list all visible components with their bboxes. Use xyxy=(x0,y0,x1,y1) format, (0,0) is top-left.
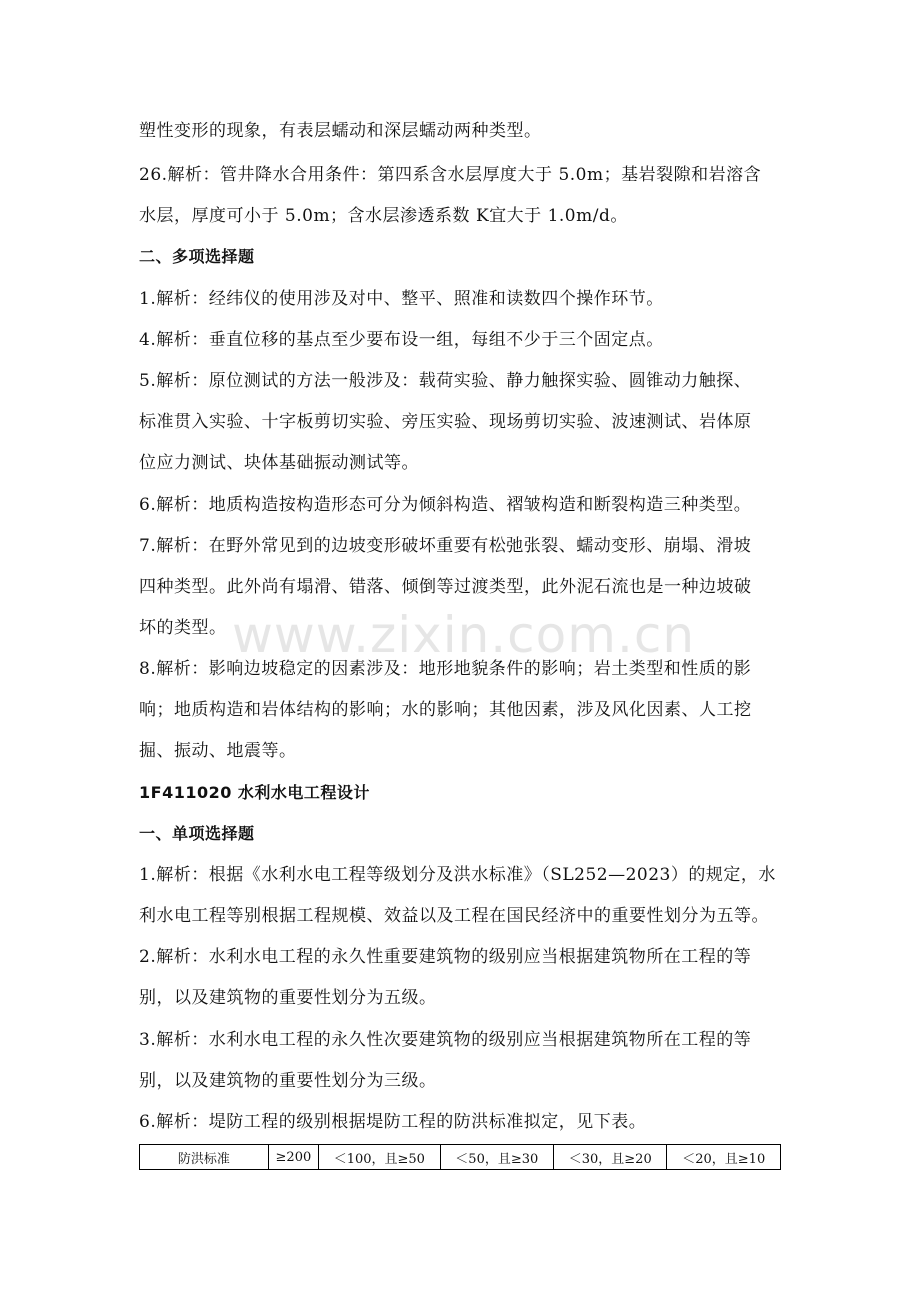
text-line: 掘、振动、地震等。 xyxy=(139,741,297,761)
text-line: 5.解析：原位测试的方法一般涉及：载荷实验、静力触探实验、圆锥动力触探、 xyxy=(139,371,752,391)
text-line: 响；地质构造和岩体结构的影响；水的影响；其他因素，涉及风化因素、人工挖 xyxy=(139,700,752,720)
text-line: 2.解析：水利水电工程的永久性重要建筑物的级别应当根据建筑物所在工程的等 xyxy=(139,947,752,967)
text-line: 塑性变形的现象，有表层蠕动和深层蠕动两种类型。 xyxy=(139,121,542,141)
table-cell: ＜50，且≥30 xyxy=(440,1145,553,1170)
text-line: 水层，厚度可小于 5.0m；含水层渗透系数 K宜大于 1.0m/d。 xyxy=(139,206,628,226)
watermark: www.zixin.com.cn xyxy=(232,606,696,664)
text-line: 位应力测试、块体基础振动测试等。 xyxy=(139,453,419,473)
text-line: 四种类型。此外尚有塌滑、错落、倾倒等过渡类型，此外泥石流也是一种边坡破 xyxy=(139,577,752,597)
section-heading: 一、单项选择题 xyxy=(139,824,255,843)
text-line: 4.解析：垂直位移的基点至少要布设一组，每组不少于三个固定点。 xyxy=(139,330,664,350)
text-line: 1.解析：经纬仪的使用涉及对中、整平、照准和读数四个操作环节。 xyxy=(139,289,664,309)
text-line: 26.解析：管井降水合用条件：第四系含水层厚度大于 5.0m；基岩裂隙和岩溶含 xyxy=(139,165,762,185)
text-line: 别，以及建筑物的重要性划分为五级。 xyxy=(139,988,437,1008)
text-line: 7.解析：在野外常见到的边坡变形破坏重要有松弛张裂、蠕动变形、崩塌、滑坡 xyxy=(139,536,752,556)
text-line: 1.解析：根据《水利水电工程等级划分及洪水标准》（SL252—2023）的规定，水 xyxy=(139,865,776,885)
text-line: 6.解析：地质构造按构造形态可分为倾斜构造、褶皱构造和断裂构造三种类型。 xyxy=(139,495,752,515)
text-line: 标准贯入实验、十字板剪切实验、旁压实验、现场剪切实验、波速测试、岩体原 xyxy=(139,412,752,432)
table-cell: ＜30，且≥20 xyxy=(554,1145,667,1170)
text-line: 6.解析：堤防工程的级别根据堤防工程的防洪标准拟定，见下表。 xyxy=(139,1112,647,1132)
table-cell: ≥200 xyxy=(268,1145,318,1170)
section-heading: 二、多项选择题 xyxy=(139,247,255,266)
table-cell: ＜100，且≥50 xyxy=(319,1145,440,1170)
table-cell: 防洪标准 xyxy=(140,1145,269,1170)
table-cell: ＜20，且≥10 xyxy=(667,1145,781,1170)
text-line: 别，以及建筑物的重要性划分为三级。 xyxy=(139,1071,437,1091)
text-line: 利水电工程等别根据工程规模、效益以及工程在国民经济中的重要性划分为五等。 xyxy=(139,906,769,926)
text-line: 3.解析：水利水电工程的永久性次要建筑物的级别应当根据建筑物所在工程的等 xyxy=(139,1030,752,1050)
text-line: 坏的类型。 xyxy=(139,618,227,638)
flood-standard-table xyxy=(139,1144,781,1170)
text-line: 8.解析：影响边坡稳定的因素涉及：地形地貌条件的影响；岩土类型和性质的影 xyxy=(139,659,752,679)
table-row xyxy=(140,1145,781,1170)
chapter-heading: 1F411020 水利水电工程设计 xyxy=(139,783,370,802)
